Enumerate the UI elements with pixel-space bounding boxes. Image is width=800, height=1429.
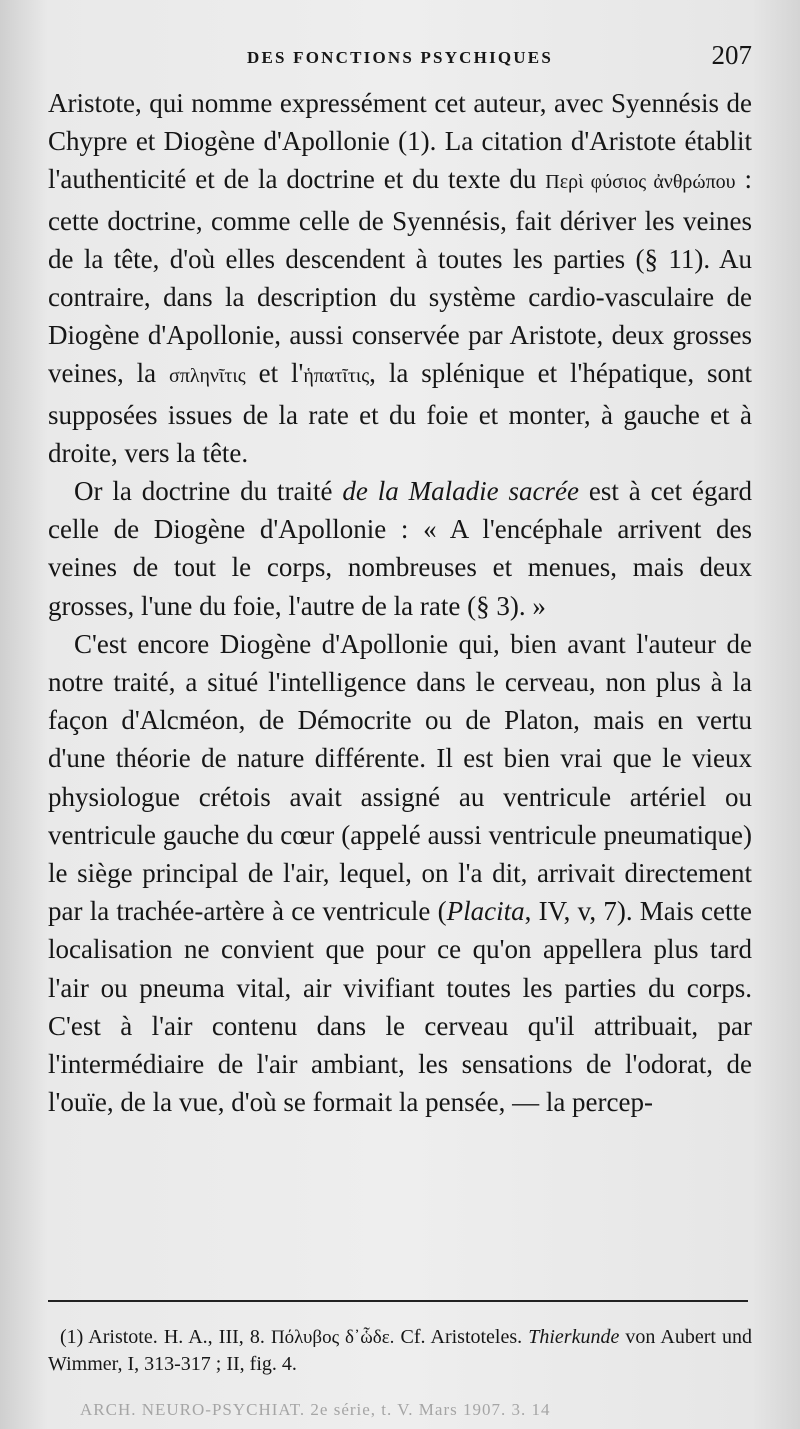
footnote-text-2: , 8. xyxy=(238,1326,271,1348)
footnote-italic: Thierkunde xyxy=(528,1326,620,1348)
footnote-text-4: von Aubert und Wimmer, I, 313-317 ; II, fig. 4. xyxy=(48,1326,753,1375)
footnote-roman: III xyxy=(218,1326,239,1348)
footnote-greek: Πόλυβος δ᾽ὧδε. xyxy=(270,1327,395,1348)
footnote-text-1: (1) Aristote. H. A., xyxy=(60,1326,219,1348)
footnote-text-3: Cf. Aristoteles. xyxy=(394,1326,529,1348)
p3-text-1: C'est encore Diogène d'Apollonie qui, bien avant l'auteur de notre traité, a situé l'intelligence dans le cerveau, non plus à la façon d'Alcméon, de Démocrite ou de Platon, mais en vertu d'une théorie de nature différente. Il est bien vrai que le vieux physiologue crétois avait assigné au ventricule artériel ou ventricule gauche du cœur (appelé aussi ventricule pneumatique) le siège principal de l'air, lequel, on l'a dit, arrivait directement par la trachée-artère à ce ventricule ( xyxy=(48,628,752,927)
p1-greek-hepatic: ἡπατῖτις xyxy=(303,365,370,388)
footnote-rule xyxy=(48,1300,748,1302)
p2-text-2: est à cet égard celle de Diogène d'Apollonie : « A l'encéphale arrivent des veines de tout le corps, nombreuses et menues, mais deux grosses, l'une du foie, l'autre de la rate (§ 3). » xyxy=(48,476,753,621)
p1-greek-title: Περὶ φύσιος ἀνθρώπου xyxy=(545,171,736,194)
p1-text-2: : cette doctrine, comme celle de Syennésis, fait dériver les veines de la tête, d'où elles descendent à toutes les parties (§ 11). Au contraire, dans la description du système cardio-vasculaire de Diogène d'Apollonie, aussi conservée par Aristote, deux grosses veines, la xyxy=(48,164,752,389)
p2-italic-title: de la Maladie sacrée xyxy=(342,476,580,507)
running-head: DES FONCTIONS PSYCHIQUES xyxy=(247,48,553,67)
paragraph-3 xyxy=(48,625,752,1122)
body-text xyxy=(48,84,752,1121)
p2-text-1: Or la doctrine du traité xyxy=(74,476,343,507)
p3-text-2: , IV, v, 7). Mais cette localisation ne convient que pour ce qu'on appellera plus tard l'air ou pneuma vital, air vivifiant toutes les parties du corps. C'est à l'air contenu dans le cerveau qu'il attribuait, par l'intermédiaire de l'air ambiant, les sensations de l'odorat, de l'ouïe, de la vue, d'où se formait la pensée, — la percep- xyxy=(48,896,752,1118)
footnote xyxy=(48,1324,752,1378)
bleed-through-footer: ARCH. NEURO-PSYCHIAT. 2e série, t. V. Mars 1907. 3. 14 xyxy=(80,1400,551,1419)
p1-text-1: Aristote, qui nomme expressément cet auteur, avec Syennésis de Chypre et Diogène d'Apollonie (1). La citation d'Aristote établit l'authenticité et de la doctrine et du texte du xyxy=(48,88,752,195)
p1-text-3: et l' xyxy=(245,358,304,389)
p1-greek-splenic: σπληνῖτις xyxy=(169,365,246,388)
paragraph-1 xyxy=(48,84,752,472)
page-header xyxy=(48,40,752,76)
page-number: 207 xyxy=(711,40,752,70)
paragraph-2 xyxy=(48,472,752,625)
p3-italic-placita: Placita xyxy=(446,896,525,927)
p1-text-4: , la splénique et l'hépatique, sont supposées issues de la rate et du foie et monter, à gauche et à droite, vers la tête. xyxy=(48,358,753,468)
